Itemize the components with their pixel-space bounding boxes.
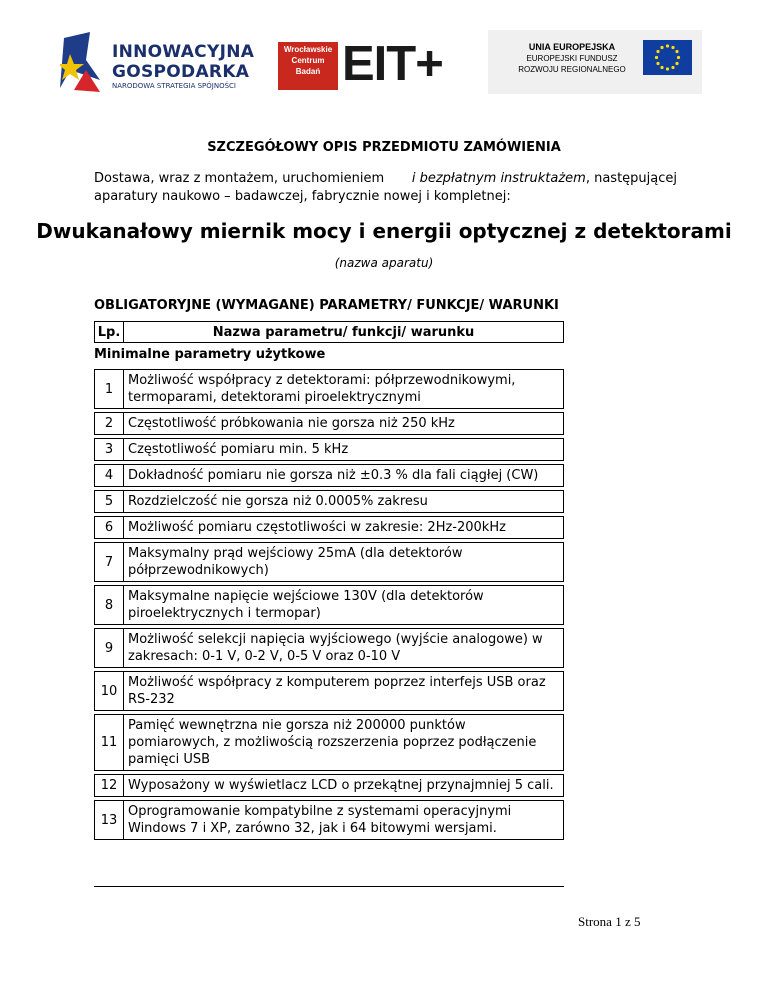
apparatus-title: Dwukanałowy miernik mocy i energii optycznej z detektorami — [36, 219, 732, 243]
row-text: Dokładność pomiaru nie gorsza niż ±0.3 % dla fali ciągłej (CW) — [124, 465, 564, 487]
row-text: Oprogramowanie kompatybilne z systemami operacyjnymi Windows 7 i XP, zarówno 32, jak i 64 bitowymi wersjami. — [124, 801, 564, 840]
eu-logo — [488, 30, 702, 94]
row-number: 4 — [95, 465, 124, 487]
table-row — [95, 586, 564, 625]
row-text: Rozdzielczość nie gorsza niż 0.0005% zakresu — [124, 491, 564, 513]
row-number: 5 — [95, 491, 124, 513]
eit-box-line1: Wrocławskie — [283, 45, 333, 54]
ig-line3: NARODOWA STRATEGIA SPÓJNOŚCI — [112, 82, 236, 90]
table-row — [95, 775, 564, 797]
ig-line1: INNOWACYJNA — [112, 42, 255, 62]
row-number: 10 — [95, 672, 124, 711]
ig-line2: GOSPODARKA — [112, 62, 250, 82]
table-row — [95, 413, 564, 435]
row-text: Wyposażony w wyświetlacz LCD o przekątnej przynajmniej 5 cali. — [124, 775, 564, 797]
eit-box-line2: Centrum — [291, 56, 325, 65]
row-text: Możliwość współpracy z komputerem poprzez interfejs USB oraz RS-232 — [124, 672, 564, 711]
ig-star-icon — [60, 30, 108, 94]
row-text: Możliwość pomiaru częstotliwości w zakresie: 2Hz-200kHz — [124, 517, 564, 539]
eu-flag-icon — [643, 40, 692, 75]
row-text: Częstotliwość próbkowania nie gorsza niż 250 kHz — [124, 413, 564, 435]
table-row — [95, 543, 564, 582]
row-text: Pamięć wewnętrzna nie gorsza niż 200000 punktów pomiarowych, z możliwością rozszerzenia poprzez podłączenie pamięci USB — [124, 715, 564, 771]
footer-rule — [94, 886, 564, 887]
eit-wordmark: EIT+ — [342, 37, 443, 91]
row-number: 7 — [95, 543, 124, 582]
intro-italic: i bezpłatnym instruktażem — [411, 171, 586, 186]
document-heading: SZCZEGÓŁOWY OPIS PRZEDMIOTU ZAMÓWIENIA — [207, 140, 561, 155]
row-text: Możliwość selekcji napięcia wyjściowego (wyjście analogowe) w zakresach: 0-1 V, 0-2 V, 0-5 V oraz 0-10 V — [124, 629, 564, 668]
row-number: 2 — [95, 413, 124, 435]
parameters-table — [94, 369, 564, 840]
row-text: Częstotliwość pomiaru min. 5 kHz — [124, 439, 564, 461]
table-row — [95, 672, 564, 711]
eit-red-box — [278, 42, 338, 90]
minimal-params-heading: Minimalne parametry użytkowe — [94, 347, 326, 362]
table-row — [95, 491, 564, 513]
intro-paragraph — [94, 170, 677, 206]
apparatus-subtitle: (nazwa aparatu) — [334, 256, 434, 270]
intro-part-a: Dostawa, wraz z montażem, uruchomieniem — [94, 171, 385, 186]
intro-part-b: , następującej — [585, 171, 677, 186]
page-number: Strona 1 z 5 — [578, 914, 641, 929]
eit-logo — [278, 38, 468, 92]
parameters-header-table — [94, 321, 564, 343]
table-row — [95, 370, 564, 409]
intro-line2: aparatury naukowo – badawczej, fabrycznie nowej i kompletnej: — [94, 189, 511, 204]
ue-line1: UNIA EUROPEJSKA — [528, 42, 616, 52]
row-number: 13 — [95, 801, 124, 840]
header-lp: Lp. — [95, 322, 124, 343]
header-name: Nazwa parametru/ funkcji/ warunku — [124, 322, 564, 343]
innowacyjna-gospodarka-logo — [60, 30, 255, 94]
table-row — [95, 715, 564, 771]
row-text: Maksymalny prąd wejściowy 25mA (dla detektorów półprzewodnikowych) — [124, 543, 564, 582]
row-number: 12 — [95, 775, 124, 797]
eit-box-line3: Badań — [295, 67, 321, 76]
row-number: 1 — [95, 370, 124, 409]
row-number: 6 — [95, 517, 124, 539]
ue-line2: EUROPEJSKI FUNDUSZ — [526, 54, 618, 63]
table-row — [95, 629, 564, 668]
row-text: Możliwość współpracy z detektorami: półprzewodnikowymi, termoparami, detektorami piroelektrycznymi — [124, 370, 564, 409]
row-number: 3 — [95, 439, 124, 461]
ue-line3: ROZWOJU REGIONALNEGO — [518, 65, 626, 74]
table-row — [95, 801, 564, 840]
row-number: 9 — [95, 629, 124, 668]
table-row — [95, 465, 564, 487]
row-number: 8 — [95, 586, 124, 625]
row-number: 11 — [95, 715, 124, 771]
table-row — [95, 439, 564, 461]
section-title: OBLIGATORYJNE (WYMAGANE) PARAMETRY/ FUNKCJE/ WARUNKI — [94, 298, 559, 313]
table-row — [95, 517, 564, 539]
row-text: Maksymalne napięcie wejściowe 130V (dla detektorów piroelektrycznych i termopar) — [124, 586, 564, 625]
